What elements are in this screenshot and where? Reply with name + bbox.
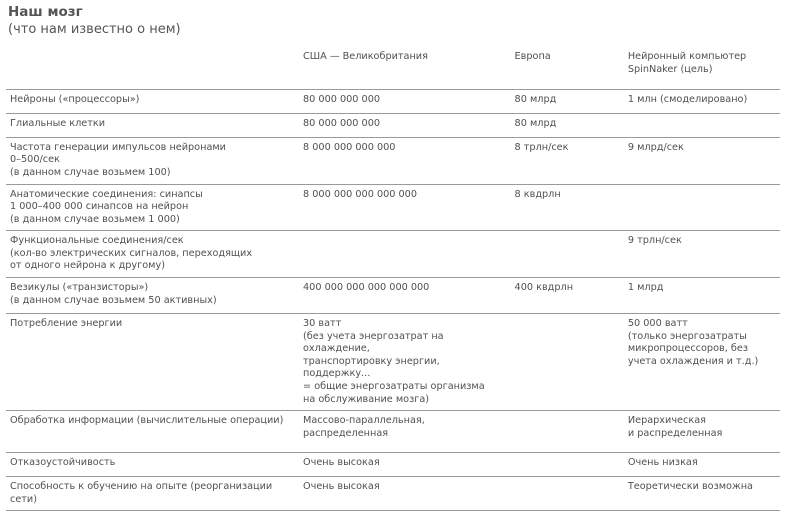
table-row	[6, 231, 780, 278]
row-label: Способность к обучению на опыте (реорганизации сети)	[6, 477, 299, 511]
cell-spinnaker	[624, 184, 780, 231]
cell-usa-uk: 8 000 000 000 000	[299, 137, 511, 184]
header-cell-parameter	[6, 45, 299, 89]
table-row	[6, 184, 780, 231]
cell-usa-uk: 80 000 000 000	[299, 89, 511, 113]
cell-usa-uk: Очень высокая	[299, 453, 511, 477]
row-label: Глиальные клетки	[6, 113, 299, 137]
cell-europe	[511, 477, 624, 511]
cell-europe: 400 квдрлн	[511, 278, 624, 314]
cell-europe: 80 млрд	[511, 113, 624, 137]
cell-europe	[511, 314, 624, 411]
cell-europe: 80 млрд	[511, 89, 624, 113]
cell-spinnaker: Очень низкая	[624, 453, 780, 477]
cell-europe: 8 трлн/сек	[511, 137, 624, 184]
header-cell-usa-uk: США — Великобритания	[299, 45, 511, 89]
cell-usa-uk: Очень высокая	[299, 477, 511, 511]
table-row	[6, 278, 780, 314]
table-row	[6, 314, 780, 411]
cell-europe	[511, 231, 624, 278]
cell-usa-uk: 30 ватт (без учета энергозатрат на охлаждение, транспортировку энергии, поддержку... = общие энергозатраты организма на обслуживание мозга)	[299, 314, 511, 411]
cell-usa-uk: 80 000 000 000	[299, 113, 511, 137]
table-row	[6, 89, 780, 113]
brain-comparison-table	[6, 45, 780, 511]
row-label: Функциональные соединения/сек (кол-во электрических сигналов, переходящих от одного нейрона к другому)	[6, 231, 299, 278]
table-header-row	[6, 45, 780, 89]
page-subtitle: (что нам известно о нем)	[8, 22, 181, 37]
table-row	[6, 137, 780, 184]
page-title: Наш мозг	[8, 4, 83, 20]
cell-usa-uk	[299, 231, 511, 278]
cell-europe	[511, 411, 624, 453]
table-row	[6, 477, 780, 511]
cell-spinnaker	[624, 113, 780, 137]
row-label: Частота генерации импульсов нейронами 0–500/сек (в данном случае возьмем 100)	[6, 137, 299, 184]
row-label: Потребление энергии	[6, 314, 299, 411]
row-label: Нейроны («процессоры»)	[6, 89, 299, 113]
cell-usa-uk: Массово-параллельная, распределенная	[299, 411, 511, 453]
row-label: Везикулы («транзисторы») (в данном случае возьмем 50 активных)	[6, 278, 299, 314]
header-cell-spinnaker: Нейронный компьютер SpinNaker (цель)	[624, 45, 780, 89]
table-row	[6, 411, 780, 453]
cell-spinnaker: Теоретически возможна	[624, 477, 780, 511]
cell-spinnaker: Иерархическая и распределенная	[624, 411, 780, 453]
cell-europe: 8 квдрлн	[511, 184, 624, 231]
row-label: Анатомические соединения: синапсы 1 000–400 000 синапсов на нейрон (в данном случае возьмем 1 000)	[6, 184, 299, 231]
cell-usa-uk: 8 000 000 000 000 000	[299, 184, 511, 231]
cell-spinnaker: 50 000 ватт (только энергозатраты микропроцессоров, без учета охлаждения и т.д.)	[624, 314, 780, 411]
cell-spinnaker: 1 млн (смоделировано)	[624, 89, 780, 113]
row-label: Обработка информации (вычислительные операции)	[6, 411, 299, 453]
cell-europe	[511, 453, 624, 477]
table-row	[6, 113, 780, 137]
cell-spinnaker: 9 трлн/сек	[624, 231, 780, 278]
cell-usa-uk: 400 000 000 000 000 000	[299, 278, 511, 314]
header-cell-europe: Европа	[511, 45, 624, 89]
cell-spinnaker: 9 млрд/сек	[624, 137, 780, 184]
cell-spinnaker: 1 млрд	[624, 278, 780, 314]
row-label: Отказоустойчивость	[6, 453, 299, 477]
table-row	[6, 453, 780, 477]
